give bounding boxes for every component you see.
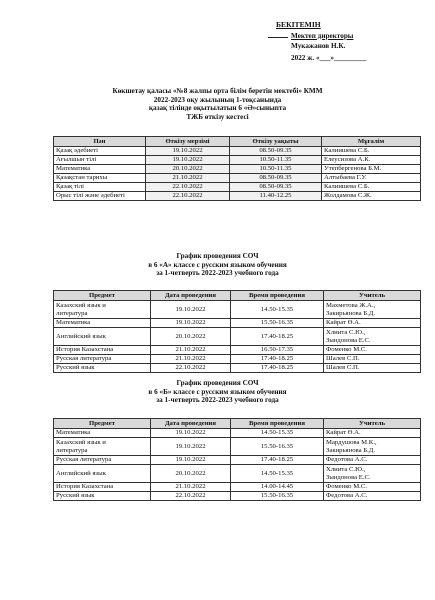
approval-date: 2022 ж. «___»_________ (291, 53, 367, 62)
teacher-line: Закирьянова Б.Д. (326, 446, 375, 454)
a-title-line: График проведения СОЧ (176, 252, 259, 260)
table-row (54, 364, 421, 373)
subject-cell: Қазақ әдебиеті (54, 147, 146, 156)
subject-cell: Орыс тілі және әдебиеті (54, 192, 146, 201)
teacher-line: Закирьянова Б.Д. (326, 309, 375, 317)
table-row (54, 183, 421, 192)
teacher-cell: Кайрат Ө.А. (324, 429, 421, 438)
kz-title-line: Көкшетау қаласы «№8 жалпы орта білім беретін мектебі» КММ (112, 87, 323, 95)
teacher-line: Зындонова Е.С. (326, 336, 371, 344)
table-header-row (54, 291, 421, 301)
table-row (54, 355, 421, 364)
a-title-line: в 6 «А» классе с русским языком обучения (148, 260, 287, 269)
date-cell: 20.10.2022 (146, 165, 230, 174)
subject-line: Казахский язык и (56, 301, 106, 309)
teacher-cell: Елеусизова А.К. (322, 156, 421, 165)
table-row (54, 174, 421, 183)
table-row (54, 328, 421, 346)
date-cell: 22.10.2022 (151, 364, 231, 373)
a-schedule-title (0, 252, 435, 278)
table-row (54, 456, 421, 465)
teacher-line: Хлиита С.Ю., (326, 328, 366, 336)
time-cell: 14.50-15.35 (231, 429, 324, 438)
table-row (54, 465, 421, 483)
teacher-cell: Федотова А.С. (324, 492, 421, 501)
subject-cell: История Казахстана (54, 483, 151, 492)
teacher-cell: Шалев С.П. (324, 355, 421, 364)
teacher-cell (324, 301, 421, 319)
b-title-line: в 6 «Б» классе с русским языком обучения (148, 387, 287, 396)
date-cell: 19.10.2022 (151, 301, 231, 319)
table-row (54, 438, 421, 456)
column-header: Предмет (54, 291, 151, 301)
time-cell: 08.50-09.35 (230, 174, 322, 183)
subject-cell: История Казахстана (54, 346, 151, 355)
teacher-line: Махметова Ж.А., (326, 301, 376, 309)
time-cell: 11.40-12.25 (230, 192, 322, 201)
approval-block (268, 20, 418, 63)
subject-cell: Қазақ тілі (54, 183, 146, 192)
subject-cell: Математика (54, 319, 151, 328)
time-cell: 14.50-15.35 (231, 301, 324, 319)
table-row (54, 319, 421, 328)
subject-line: литература (56, 446, 88, 454)
teacher-cell: Калиишева С.Б. (322, 183, 421, 192)
date-cell: 22.10.2022 (151, 492, 231, 501)
a-schedule-table (53, 290, 421, 373)
table-header-row (54, 137, 421, 147)
a-title-line: за 1-четверть 2022-2023 учебного года (156, 269, 279, 278)
table-row (54, 192, 421, 201)
subject-cell: Математика (54, 165, 146, 174)
teacher-cell (324, 438, 421, 456)
column-header: Учитель (324, 291, 421, 301)
table-row (54, 301, 421, 319)
date-cell: 21.10.2022 (146, 174, 230, 183)
table-header-row (54, 419, 421, 429)
teacher-line: Зындонова Е.С. (326, 473, 371, 481)
date-cell: 20.10.2022 (151, 328, 231, 346)
date-cell: 22.10.2022 (146, 183, 230, 192)
time-cell: 17.40-18.25 (231, 355, 324, 364)
subject-cell: Русская литература (54, 355, 151, 364)
b-schedule-table (53, 418, 421, 501)
subject-cell (54, 438, 151, 456)
b-title-line: за 1-четверть 2022-2023 учебного года (156, 396, 279, 405)
date-cell: 19.10.2022 (146, 147, 230, 156)
time-cell: 15.50-16.35 (231, 438, 324, 456)
subject-cell: Русская литература (54, 456, 151, 465)
date-cell: 19.10.2022 (146, 156, 230, 165)
teacher-cell: Федотова А.С. (324, 456, 421, 465)
time-cell: 17.40-18.25 (231, 328, 324, 346)
date-cell: 22.10.2022 (146, 192, 230, 201)
time-cell: 14.50-15.35 (231, 465, 324, 483)
teacher-line: Хлиита С.Ю., (326, 465, 366, 473)
teacher-cell: Кайрат Ө.А. (324, 319, 421, 328)
table-row (54, 165, 421, 174)
time-cell: 15.50-16.35 (231, 319, 324, 328)
kz-schedule-title (0, 87, 435, 121)
table-row (54, 483, 421, 492)
teacher-cell: Жолдамова С.Ж. (322, 192, 421, 201)
subject-line: Казахский язык и (56, 438, 106, 446)
teacher-cell: Утепбергенова Б.М. (322, 165, 421, 174)
teacher-cell: Шалев С.П. (324, 364, 421, 373)
kz-schedule-table (53, 136, 421, 201)
column-header: Время проведения (231, 291, 324, 301)
approval-position: Мектеп директоры (291, 31, 354, 40)
column-header: Учитель (324, 419, 421, 429)
kz-title-line: қазақ тілінде оқытылатын 6 «Ә»сыныпта (148, 104, 287, 113)
approval-heading: БЕКІТЕМІН (276, 20, 321, 29)
date-cell: 20.10.2022 (151, 465, 231, 483)
time-cell: 10.50-11.35 (230, 165, 322, 174)
teacher-line: Мардушова М.К., (326, 438, 377, 446)
date-cell: 21.10.2022 (151, 483, 231, 492)
time-cell: 17.40-18.25 (231, 456, 324, 465)
column-header: Предмет (54, 419, 151, 429)
column-header: Өткізу мерзімі (146, 137, 230, 147)
b-title-line: График проведения СОЧ (176, 379, 259, 387)
column-header: Дата проведения (151, 291, 231, 301)
kz-title-line: 2022-2023 оқу жылының 1-тоқсанында (153, 95, 282, 104)
time-cell: 08.50-09.35 (230, 147, 322, 156)
table-row (54, 147, 421, 156)
teacher-cell: Фоменко М.С. (324, 483, 421, 492)
table-row (54, 346, 421, 355)
subject-cell: Ағылшын тілі (54, 156, 146, 165)
teacher-cell: Калиишева С.Б. (322, 147, 421, 156)
teacher-cell (324, 328, 421, 346)
date-cell: 19.10.2022 (151, 456, 231, 465)
teacher-cell (324, 465, 421, 483)
teacher-cell: Фоменко М.С. (324, 346, 421, 355)
approval-name: Мукажанов Н.К. (291, 42, 346, 50)
subject-cell: Английский язык (54, 465, 151, 483)
table-row (54, 429, 421, 438)
approval-position-line (268, 31, 418, 42)
table-row (54, 156, 421, 165)
column-header: Өткізу уақыты (230, 137, 322, 147)
subject-cell: Русский язык (54, 364, 151, 373)
column-header: Мұғалім (322, 137, 421, 147)
kz-title-line: ТЖБ өткізу кестесі (186, 112, 249, 121)
column-header: Пән (54, 137, 146, 147)
date-cell: 21.10.2022 (151, 346, 231, 355)
column-header: Время проведения (231, 419, 324, 429)
date-cell: 21.10.2022 (151, 355, 231, 364)
column-header: Дата проведения (151, 419, 231, 429)
date-cell: 19.10.2022 (151, 438, 231, 456)
subject-line: литература (56, 309, 88, 317)
time-cell: 08.50-09.35 (230, 183, 322, 192)
teacher-cell: Алтыбаева Г.У. (322, 174, 421, 183)
subject-cell: Русский язык (54, 492, 151, 501)
time-cell: 15.50-16.35 (231, 492, 324, 501)
date-cell: 19.10.2022 (151, 429, 231, 438)
subject-cell: Қазақстан тарихы (54, 174, 146, 183)
table-row (54, 492, 421, 501)
time-cell: 17.40-18.25 (231, 364, 324, 373)
signature-line (268, 37, 288, 38)
subject-cell (54, 301, 151, 319)
b-schedule-title (0, 379, 435, 405)
subject-cell: Английский язык (54, 328, 151, 346)
time-cell: 14.00-14.45 (231, 483, 324, 492)
date-cell: 19.10.2022 (151, 319, 231, 328)
time-cell: 16.50-17.35 (231, 346, 324, 355)
time-cell: 10.50-11.35 (230, 156, 322, 165)
subject-cell: Математика (54, 429, 151, 438)
